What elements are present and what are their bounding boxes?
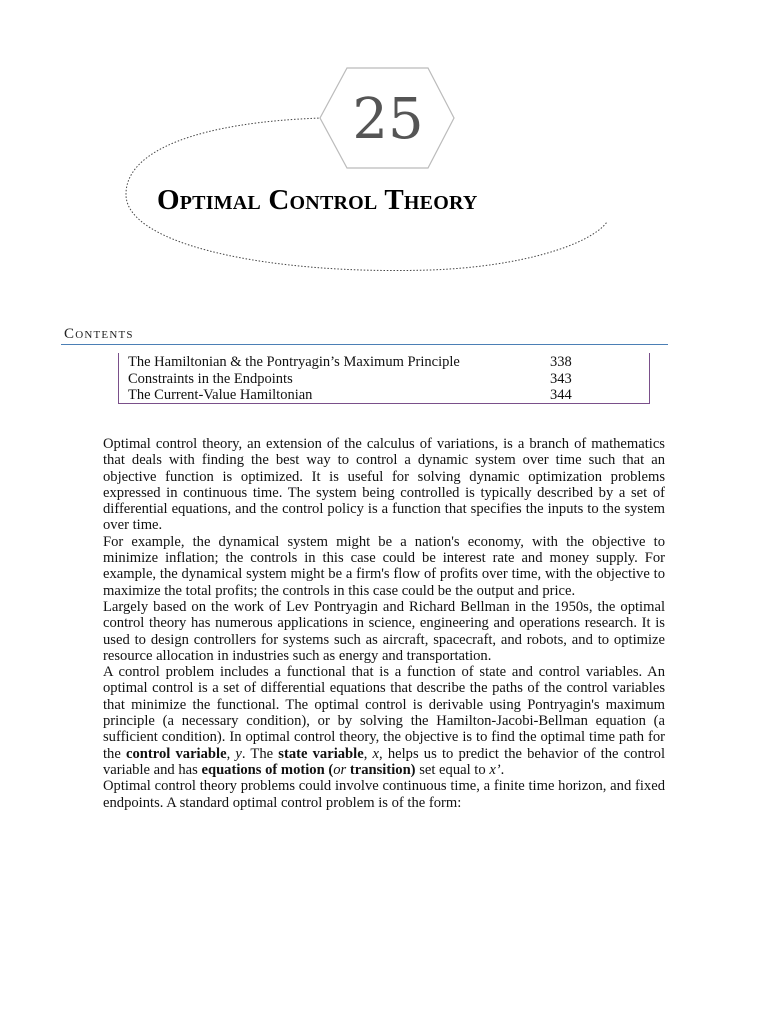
text-run: , bbox=[363, 745, 373, 762]
term-equations-of-motion: equations of motion ( bbox=[201, 761, 334, 778]
toc-entry[interactable] bbox=[128, 371, 649, 387]
paragraph: For example, the dynamical system might be a nation's economy, with the objective to minimize inflation; the controls in this case could be interest rate and money supply. For example, the dynamical system might be a firm's flow of profits over time, with the objective to maximize the total profits; the controls in this case could be the output and price. bbox=[103, 533, 665, 599]
toc-entry[interactable] bbox=[128, 354, 649, 370]
toc-entry-title: The Current-Value Hamiltonian bbox=[128, 387, 313, 403]
contents-divider bbox=[61, 344, 668, 345]
term-state-variable: state variable bbox=[278, 745, 364, 762]
term-or: or bbox=[333, 761, 347, 778]
paragraph: Optimal control theory, an extension of the calculus of variations, is a branch of mathematics that deals with finding the best way to control a dynamic system over time such that an objective function is optimized. It is useful for solving dynamic optimization problems expressed in continuous time. The system being controlled is typically described by a set of differential equations, and the control policy is a function that specifies the inputs to the system over time. bbox=[103, 436, 665, 534]
text-run: A control problem includes a functional that is a function of state and control variables. An optimal control is a set of differential equations that describe the paths of the control variables that minimize the functional. The optimal control is derivable using Pontryagin's maximum principle (a necessary condition), or by solving the Hamilton-Jacobi-Bellman equation (a sufficient condition). In optimal control theory, the objective is to find the optimal time path for the bbox=[103, 664, 665, 762]
paragraph bbox=[103, 664, 665, 778]
text-run: , bbox=[226, 745, 236, 762]
toc-entry-page: 338 bbox=[550, 354, 572, 370]
toc-entry-page: 343 bbox=[550, 371, 572, 387]
chapter-title: Optimal Control Theory bbox=[157, 184, 478, 216]
text-run: set equal to bbox=[415, 761, 490, 778]
table-of-contents bbox=[118, 353, 650, 404]
paragraph: Largely based on the work of Lev Pontryagin and Richard Bellman in the 1950s, the optimal control theory has numerous applications in science, engineering and operations research. It is used to design controllers for systems such as aircraft, spacecraft, and robots, and to optimize resource allocation in industries such as energy and transportation. bbox=[103, 598, 665, 664]
text-run: . bbox=[500, 761, 505, 778]
chapter-number: 25 bbox=[352, 87, 424, 152]
body-text bbox=[103, 436, 665, 811]
toc-entry-title: The Hamiltonian & the Pontryagin’s Maximum Principle bbox=[128, 354, 460, 370]
symbol-y: y bbox=[235, 745, 242, 762]
symbol-x-prime: x’ bbox=[489, 761, 501, 778]
toc-entry-title: Constraints in the Endpoints bbox=[128, 371, 293, 387]
term-transition: transition) bbox=[346, 761, 416, 778]
text-run: , helps us to predict the behavior of the control variable and has bbox=[103, 745, 666, 778]
paragraph: Optimal control theory problems could involve continuous time, a finite time horizon, and fixed endpoints. A standard optimal control problem is of the form: bbox=[103, 778, 665, 811]
toc-entry[interactable] bbox=[128, 387, 649, 403]
text-run: . The bbox=[241, 745, 279, 762]
term-control-variable: control variable bbox=[126, 745, 227, 762]
symbol-x: x bbox=[372, 745, 380, 762]
contents-heading: Contents bbox=[64, 326, 134, 342]
toc-entry-page: 344 bbox=[550, 387, 572, 403]
